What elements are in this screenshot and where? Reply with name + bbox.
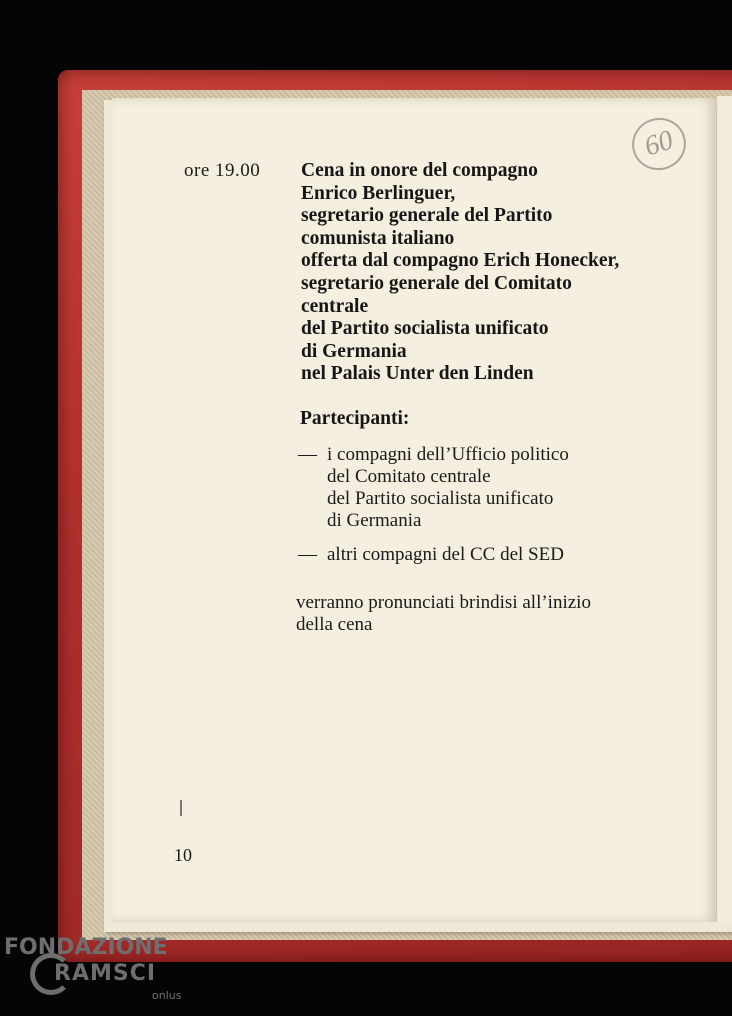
event-line: nel Palais Unter den Linden: [301, 363, 534, 385]
closing-line: verranno pronunciati brindisi all’inizio: [296, 592, 591, 613]
list-item-line: di Germania: [327, 510, 422, 531]
event-line: offerta dal compagno Erich Honecker,: [301, 250, 620, 272]
page-number: 10: [174, 845, 192, 865]
pencil-mark: [180, 800, 182, 816]
event-line: di Germania: [301, 340, 407, 362]
right-page-edge: [716, 96, 732, 922]
list-item-line: i compagni dell’Ufficio politico: [327, 444, 569, 465]
event-line: Cena in onore del compagno: [301, 160, 538, 181]
event-line: segretario generale del Partito: [301, 205, 553, 227]
event-line: del Partito socialista unificato: [301, 318, 549, 340]
list-dash: —: [298, 444, 317, 465]
watermark-line3: onlus: [152, 989, 182, 1002]
list-item: [298, 544, 698, 566]
event-line: centrale: [301, 295, 369, 317]
event-line: segretario generale del Comitato: [301, 272, 572, 294]
participants-heading: Partecipanti:: [300, 408, 410, 429]
watermark-line1: FONDAZIONE: [4, 935, 168, 960]
closing-note: [296, 592, 696, 636]
list-item-line: altri compagni del CC del SED: [327, 544, 564, 565]
participants-list: [298, 444, 698, 578]
list-item-line: del Comitato centrale: [327, 466, 491, 487]
pencil-annotation-text: 60: [640, 124, 677, 163]
list-item-line: del Partito socialista unificato: [327, 488, 554, 509]
event-line: comunista italiano: [301, 227, 455, 249]
watermark-line2: RAMSCI: [54, 961, 157, 986]
event-line: Enrico Berlinguer,: [301, 182, 456, 204]
watermark-logo: [4, 935, 194, 1015]
list-item: [298, 444, 698, 532]
closing-line: della cena: [296, 614, 373, 635]
list-dash: —: [298, 544, 317, 565]
event-description: [301, 160, 701, 386]
event-time: ore 19.00: [184, 160, 261, 181]
